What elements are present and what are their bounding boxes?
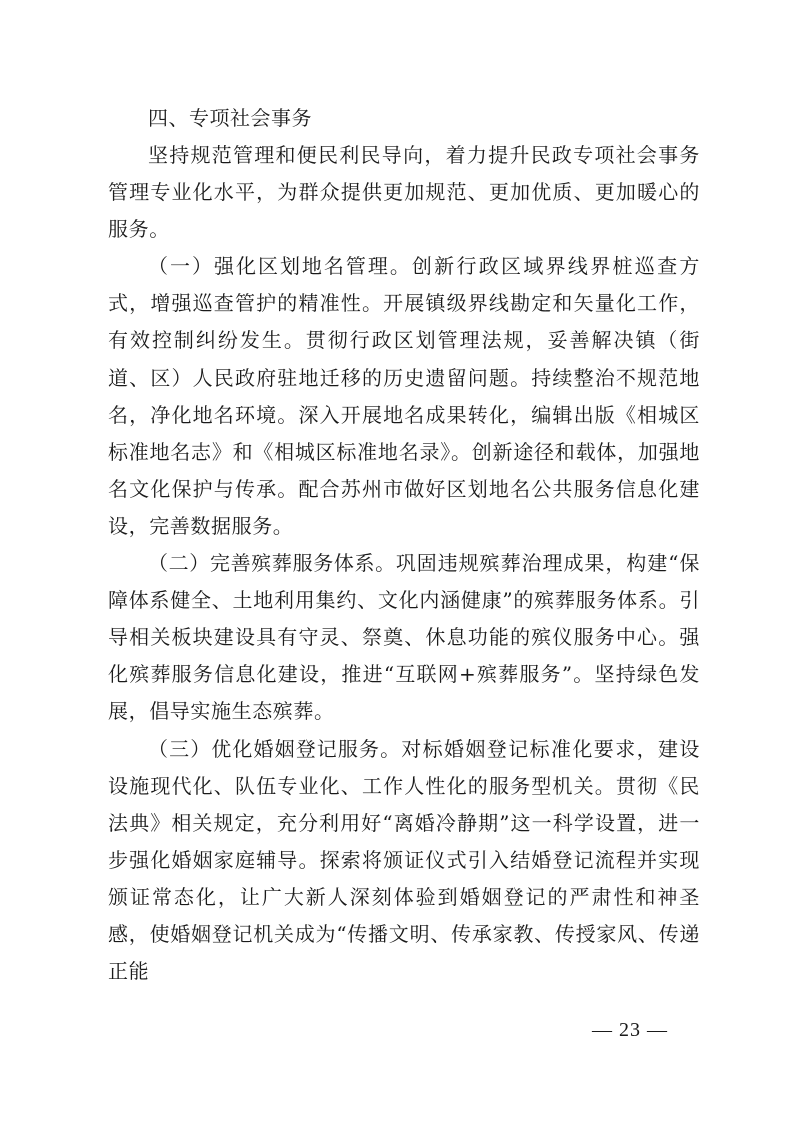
subsection-heading-2: （二）完善殡葬服务体系。 [148,551,396,576]
subsection-paragraph-2 [108,545,700,730]
subsection-body-3: 对标婚姻登记标准化要求，建设设施现代化、队伍专业化、工作人性化的服务型机关。贯彻《民法典》相关规定，充分利用好“离婚冷静期”这一科学设置，进一步强化婚姻家庭辅导。探索将颁证仪式引入结婚登记流程并实现颁证常态化，让广大新人深刻体验到婚姻登记的严肃性和神圣感，使婚姻登记机关成为“传播文明、传承家教、传授家风、传递正能 [108,736,700,984]
subsection-paragraph-3 [108,731,700,991]
subsection-body-1: 创新行政区域界线界桩巡查方式，增强巡查管护的精准性。开展镇级界线勘定和矢量化工作，有效控制纠纷发生。贯彻行政区划管理法规，妥善解决镇（街道、区）人民政府驻地迁移的历史遗留问题。持续整治不规范地名，净化地名环境。深入开展地名成果转化，编辑出版《相城区标准地名志》和《相城区标准地名录》。创新途径和载体，加强地名文化保护与传承。配合苏州市做好区划地名公共服务信息化建设，完善数据服务。 [108,254,700,538]
page-number: — 23 — [592,1019,668,1041]
intro-paragraph: 坚持规范管理和便民利民导向，着力提升民政专项社会事务管理专业化水平，为群众提供更加规范、更加优质、更加暖心的服务。 [108,143,700,242]
subsection-body-2: 巩固违规殡葬治理成果，构建“保障体系健全、土地利用集约、文化内涵健康”的殡葬服务体系。引导相关板块建设具有守灵、祭奠、休息功能的殡仪服务中心。强化殡葬服务信息化建设，推进“互联网+殡葬服务”。坚持绿色发展，倡导实施生态殡葬。 [108,551,700,724]
section-heading: 四、专项社会事务 [148,106,312,130]
subsection-heading-1: （一）强化区划地名管理。 [148,254,412,279]
document-body [108,100,700,990]
subsection-paragraph-1 [108,248,700,545]
subsection-heading-3: （三）优化婚姻登记服务。 [148,736,402,761]
